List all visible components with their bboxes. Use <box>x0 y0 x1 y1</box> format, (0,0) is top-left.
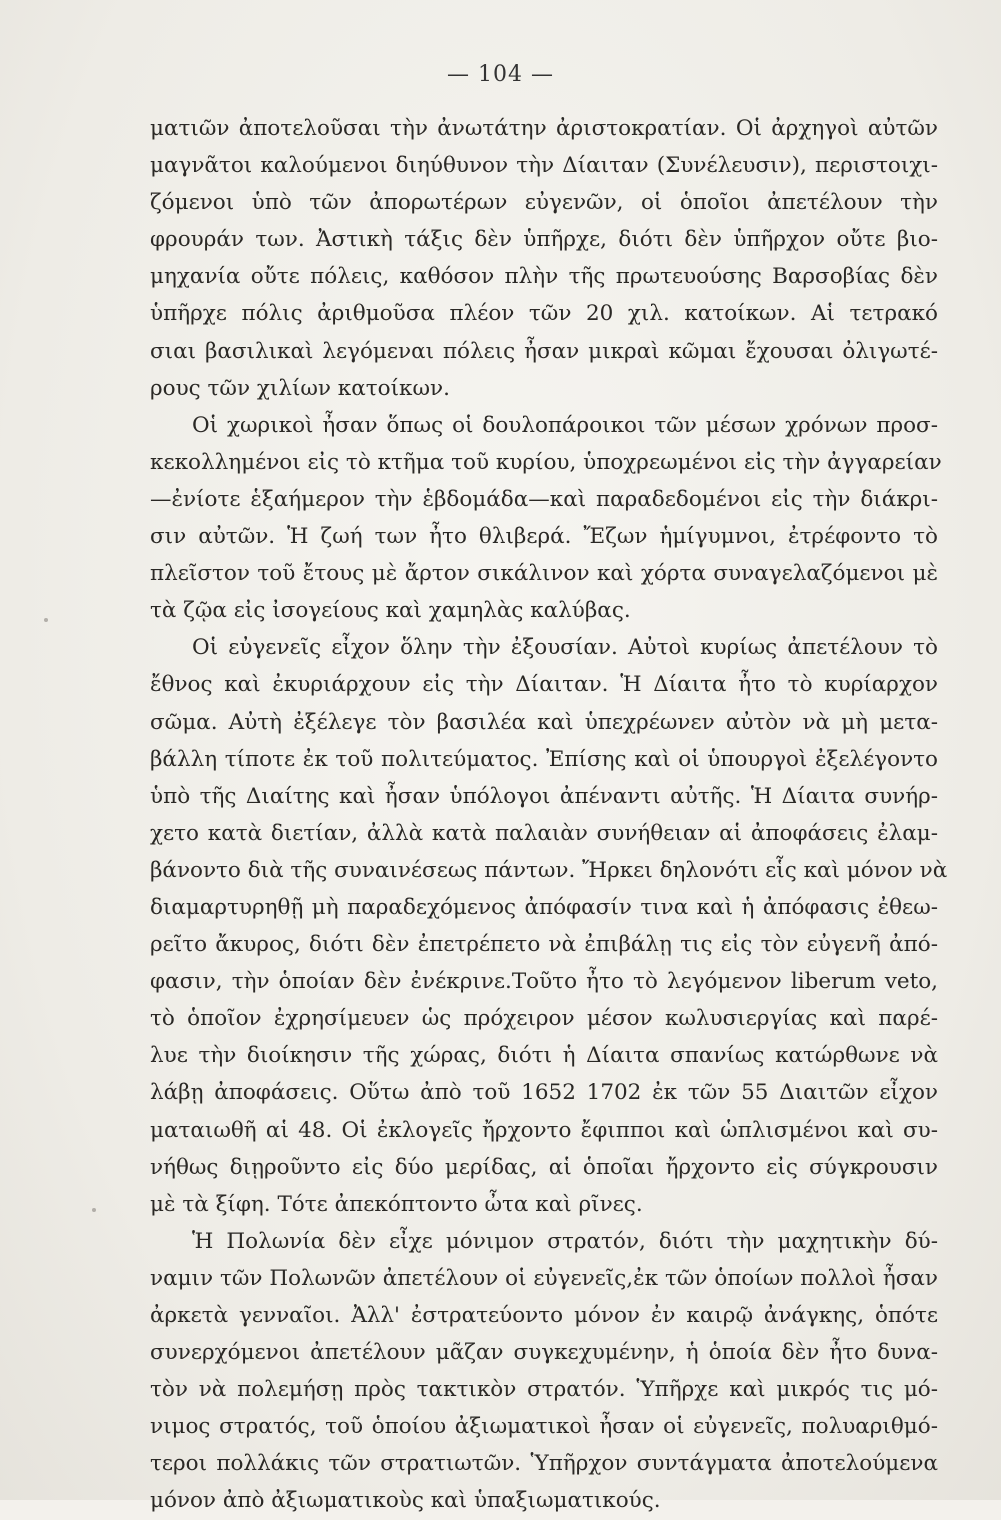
text-line: Οἱ εὐγενεῖς εἶχον ὅλην τὴν ἐξουσίαν. Αὐτοὶ κυρίως ἀπετέλουν τὸ <box>192 635 938 661</box>
text-line: ζόμενοι ὑπὸ τῶν ἀπορωτέρων εὐγενῶν, οἱ ὁποῖοι ἀπετέλουν τὴν <box>150 190 938 216</box>
text-line: τὸ ὁποῖον ἐχρησίμευεν ὡς πρόχειρον μέσον κωλυσιεργίας καὶ παρέ- <box>150 1006 938 1032</box>
text-line: φασιν, τὴν ὁποίαν δὲν ἐνέκρινε.Τοῦτο ἦτο τὸ λεγόμενον liberum veto, <box>150 969 938 995</box>
page-number: — 104 — <box>447 62 554 87</box>
text-line: σῶμα. Αὐτὴ ἐξέλεγε τὸν βασιλέα καὶ ὑπεχρέωνεν αὐτὸν νὰ μὴ μετα- <box>150 709 938 735</box>
text-line: μαγνᾶτοι καλούμενοι διηύθυνον τὴν Δίαιταν (Συνέλευσιν), περιστοιχι- <box>150 153 938 179</box>
text-line: φρουράν των. Ἀστικὴ τάξις δὲν ὑπῆρχε, διότι δὲν ὑπῆρχον οὔτε βιο- <box>150 227 938 253</box>
text-line: ματιῶν ἀποτελοῦσαι τὴν ἀνωτάτην ἀριστοκρατίαν. Οἱ ἀρχηγοὶ αὐτῶν <box>150 116 938 141</box>
body-text <box>150 110 948 1520</box>
text-line: κεκολλημένοι εἰς τὸ κτῆμα τοῦ κυρίου, ὑποχρεωμένοι εἰς τὴν ἀγγαρείαν <box>150 449 942 475</box>
text-line: βάλλη τίποτε ἐκ τοῦ πολιτεύματος. Ἐπίσης καὶ οἱ ὑπουργοὶ ἐξελέγοντο <box>150 746 938 772</box>
text-line: συνερχόμενοι ἀπετέλουν μᾶζαν συγκεχυμένην, ἡ ὁποία δὲν ἦτο δυνα- <box>150 1340 938 1366</box>
text-line: τὰ ζῷα εἰς ἰσογείους καὶ χαμηλὰς καλύβας. <box>150 598 631 624</box>
text-line: Ἡ Πολωνία δὲν εἶχε μόνιμον στρατόν, διότι τὴν μαχητικὴν δύ- <box>192 1228 938 1254</box>
scan-speck <box>44 618 48 622</box>
text-line: ματαιωθῆ αἱ 48. Οἱ ἐκλογεῖς ἤρχοντο ἔφιπποι καὶ ὡπλισμένοι καὶ συ- <box>150 1117 938 1143</box>
text-line: ἔθνος καὶ ἐκυριάρχουν εἰς τὴν Δίαιταν. Ἡ Δίαιτα ἦτο τὸ κυρίαρχον <box>150 672 938 698</box>
text-line: ἀρκετὰ γενναῖοι. Ἀλλ' ἐστρατεύοντο μόνον ἐν καιρῷ ἀνάγκης, ὁπότε <box>150 1303 938 1328</box>
text-line: χετο κατὰ διετίαν, ἀλλὰ κατὰ παλαιὰν συνήθειαν αἱ ἀποφάσεις ἐλαμ- <box>150 820 938 846</box>
text-line: διαμαρτυρηθῇ μὴ παραδεχόμενος ἀπόφασίν τινα καὶ ἡ ἀπόφασις ἐθεω- <box>150 894 938 920</box>
text-line: ρους τῶν χιλίων κατοίκων. <box>150 375 450 401</box>
text-line: ρεῖτο ἄκυρος, διότι δὲν ἐπετρέπετο νὰ ἐπιβάλῃ τις εἰς τὸν εὐγενῆ ἀπό- <box>150 932 938 958</box>
text-line: μηχανία οὔτε πόλεις, καθόσον πλὴν τῆς πρωτευούσης Βαρσοβίας δὲν <box>150 264 938 290</box>
text-line: λυε τὴν διοίκησιν τῆς χώρας, διότι ἡ Δίαιτα σπανίως κατώρθωνε νὰ <box>150 1043 938 1069</box>
text-line: ναμιν τῶν Πολωνῶν ἀπετέλουν οἱ εὐγενεῖς,ἐκ τῶν ὁποίων πολλοὶ ἦσαν <box>150 1265 938 1291</box>
text-line: μὲ τὰ ξίφη. Τότε ἀπεκόπτοντο ὦτα καὶ ρῖνες. <box>150 1191 643 1217</box>
text-line: ὑπὸ τῆς Διαίτης καὶ ἦσαν ὑπόλογοι ἀπέναντι αὐτῆς. Ἡ Δίαιτα συνήρ- <box>150 783 938 809</box>
text-line: σιν αὐτῶν. Ἡ ζωή των ἦτο θλιβερά. Ἔζων ἡμίγυμνοι, ἐτρέφοντο τὸ <box>150 524 938 550</box>
text-line: μόνον ἀπὸ ἀξιωματικοὺς καὶ ὑπαξιωματικούς. <box>150 1488 661 1514</box>
text-line: λάβῃ ἀποφάσεις. Οὕτω ἀπὸ τοῦ 1652 1702 ἐκ τῶν 55 Διαιτῶν εἶχον <box>150 1080 938 1106</box>
text-line: νήθως διῃροῦντο εἰς δύο μερίδας, αἱ ὁποῖαι ἤρχοντο εἰς σύγκρουσιν <box>150 1154 938 1180</box>
text-line: σιαι βασιλικαὶ λεγόμεναι πόλεις ἦσαν μικραὶ κῶμαι ἔχουσαι ὀλιγωτέ- <box>150 338 938 364</box>
text-line: βάνοντο διὰ τῆς συναινέσεως πάντων. Ἤρκει δηλονότι εἷς καὶ μόνον νὰ <box>150 857 948 883</box>
text-line: Οἱ χωρικοὶ ἦσαν ὅπως οἱ δουλοπάροικοι τῶν μέσων χρόνων προσ- <box>192 412 938 438</box>
text-line: τὸν νὰ πολεμήσῃ πρὸς τακτικὸν στρατόν. Ὑπῆρχε καὶ μικρός τις μό- <box>150 1377 938 1403</box>
text-line: —ἐνίοτε ἑξαήμερον τὴν ἑβδομάδα—καὶ παραδεδομένοι εἰς τὴν διάκρι- <box>150 486 938 512</box>
text-line: πλεῖστον τοῦ ἔτους μὲ ἄρτον σικάλινον καὶ χόρτα συναγελαζόμενοι μὲ <box>150 561 938 587</box>
text-line: ὑπῆρχε πόλις ἀριθμοῦσα πλέον τῶν 20 χιλ. κατοίκων. Αἱ τετρακό <box>150 301 938 327</box>
text-line: τεροι πολλάκις τῶν στρατιωτῶν. Ὑπῆρχον συντάγματα ἀποτελούμενα <box>150 1451 938 1477</box>
text-line: νιμος στρατός, τοῦ ὁποίου ἀξιωματικοὶ ἦσαν οἱ εὐγενεῖς, πολυαριθμό- <box>150 1414 938 1440</box>
scan-speck <box>92 1208 96 1212</box>
